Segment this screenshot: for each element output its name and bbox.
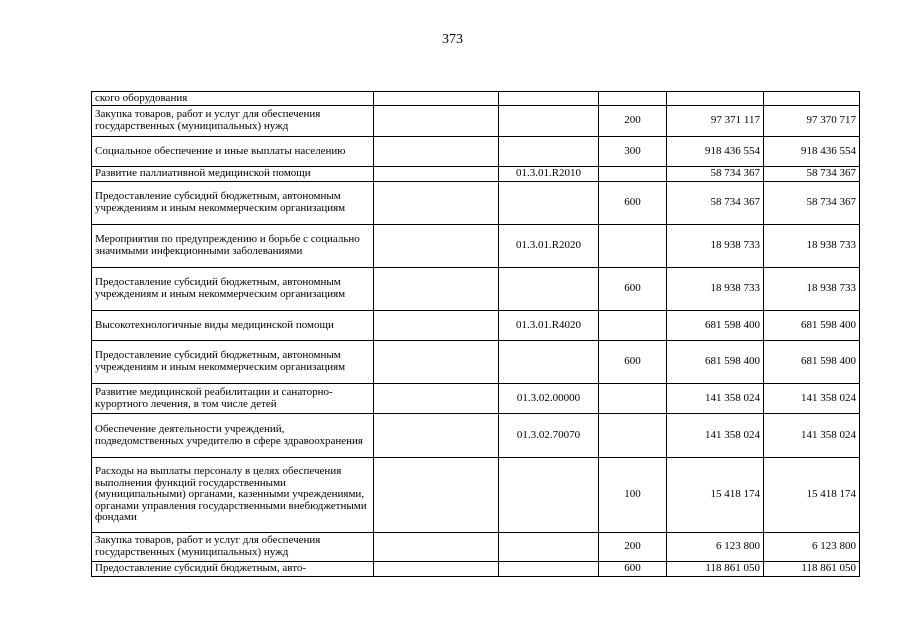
table-row [92, 414, 860, 458]
row-ministry-cell [374, 182, 499, 225]
row-amount-1-cell: 118 861 050 [667, 562, 764, 577]
row-name-cell: Высокотехнологичные виды медицинской помощи [92, 311, 374, 341]
row-name-cell: Предоставление субсидий бюджетным, авто- [92, 562, 374, 577]
table-row [92, 341, 860, 384]
table-row [92, 384, 860, 414]
row-expense-type-cell: 200 [599, 106, 667, 137]
row-amount-1-cell [667, 92, 764, 106]
row-name-cell: Закупка товаров, работ и услуг для обеспечения государственных (муниципальных) нужд [92, 106, 374, 137]
row-amount-1-cell: 141 358 024 [667, 414, 764, 458]
row-target-code-cell [499, 458, 599, 533]
row-amount-1-cell: 681 598 400 [667, 311, 764, 341]
row-amount-1-cell: 18 938 733 [667, 225, 764, 268]
row-expense-type-cell [599, 311, 667, 341]
table-row [92, 311, 860, 341]
row-ministry-cell [374, 311, 499, 341]
row-amount-2-cell: 18 938 733 [764, 225, 860, 268]
row-expense-type-cell [599, 225, 667, 268]
row-ministry-cell [374, 137, 499, 167]
row-ministry-cell [374, 458, 499, 533]
row-name-cell: Предоставление субсидий бюджетным, автономным учреждениям и иным некоммерческим организациям [92, 341, 374, 384]
row-expense-type-cell: 200 [599, 533, 667, 562]
row-name-cell: Закупка товаров, работ и услуг для обеспечения государственных (муниципальных) нужд [92, 533, 374, 562]
row-name-cell: Развитие паллиативной медицинской помощи [92, 167, 374, 182]
row-amount-1-cell: 97 371 117 [667, 106, 764, 137]
row-amount-2-cell: 58 734 367 [764, 167, 860, 182]
row-target-code-cell [499, 137, 599, 167]
table-row [92, 562, 860, 577]
row-ministry-cell [374, 268, 499, 311]
row-ministry-cell [374, 562, 499, 577]
table-row [92, 137, 860, 167]
row-target-code-cell: 01.3.01.R4020 [499, 311, 599, 341]
row-expense-type-cell [599, 167, 667, 182]
table-row [92, 92, 860, 106]
row-target-code-cell: 01.3.02.00000 [499, 384, 599, 414]
row-ministry-cell [374, 341, 499, 384]
row-name-cell: Предоставление субсидий бюджетным, автономным учреждениям и иным некоммерческим организациям [92, 182, 374, 225]
table-row [92, 167, 860, 182]
table-row [92, 268, 860, 311]
budget-table [91, 91, 860, 577]
row-amount-1-cell: 18 938 733 [667, 268, 764, 311]
row-amount-2-cell: 18 938 733 [764, 268, 860, 311]
row-amount-2-cell: 15 418 174 [764, 458, 860, 533]
row-amount-2-cell: 681 598 400 [764, 341, 860, 384]
row-target-code-cell [499, 341, 599, 384]
row-expense-type-cell: 600 [599, 562, 667, 577]
row-target-code-cell [499, 533, 599, 562]
row-target-code-cell: 01.3.01.R2020 [499, 225, 599, 268]
row-expense-type-cell [599, 414, 667, 458]
row-name-cell: Расходы на выплаты персоналу в целях обеспечения выполнения функций государственными (муниципальными) органами, казенными учреждениями, органами управления государственными внебюджетными фондами [92, 458, 374, 533]
row-amount-2-cell: 918 436 554 [764, 137, 860, 167]
row-amount-2-cell: 97 370 717 [764, 106, 860, 137]
table-row [92, 182, 860, 225]
table-row [92, 533, 860, 562]
row-ministry-cell [374, 414, 499, 458]
row-amount-1-cell: 141 358 024 [667, 384, 764, 414]
row-target-code-cell [499, 182, 599, 225]
row-target-code-cell [499, 268, 599, 311]
row-expense-type-cell: 600 [599, 268, 667, 311]
row-target-code-cell [499, 92, 599, 106]
row-amount-1-cell: 15 418 174 [667, 458, 764, 533]
row-amount-2-cell [764, 92, 860, 106]
table-row [92, 225, 860, 268]
row-target-code-cell [499, 106, 599, 137]
row-name-cell: ского оборудования [92, 92, 374, 106]
row-ministry-cell [374, 225, 499, 268]
row-target-code-cell [499, 562, 599, 577]
row-name-cell: Социальное обеспечение и иные выплаты населению [92, 137, 374, 167]
row-amount-1-cell: 918 436 554 [667, 137, 764, 167]
row-target-code-cell: 01.3.01.R2010 [499, 167, 599, 182]
row-amount-2-cell: 58 734 367 [764, 182, 860, 225]
row-amount-1-cell: 58 734 367 [667, 167, 764, 182]
row-ministry-cell [374, 384, 499, 414]
row-expense-type-cell [599, 384, 667, 414]
row-expense-type-cell [599, 92, 667, 106]
table-row [92, 458, 860, 533]
row-amount-2-cell: 118 861 050 [764, 562, 860, 577]
page-number: 373 [442, 32, 463, 47]
row-name-cell: Развитие медицинской реабилитации и санаторно-курортного лечения, в том числе детей [92, 384, 374, 414]
row-ministry-cell [374, 92, 499, 106]
row-name-cell: Предоставление субсидий бюджетным, автономным учреждениям и иным некоммерческим организациям [92, 268, 374, 311]
row-amount-1-cell: 681 598 400 [667, 341, 764, 384]
row-amount-2-cell: 681 598 400 [764, 311, 860, 341]
row-ministry-cell [374, 167, 499, 182]
row-name-cell: Обеспечение деятельности учреждений, подведомственных учредителю в сфере здравоохранения [92, 414, 374, 458]
row-amount-2-cell: 6 123 800 [764, 533, 860, 562]
row-name-cell: Мероприятия по предупреждению и борьбе с социально значимыми инфекционными заболеваниями [92, 225, 374, 268]
row-amount-2-cell: 141 358 024 [764, 414, 860, 458]
row-amount-2-cell: 141 358 024 [764, 384, 860, 414]
row-target-code-cell: 01.3.02.70070 [499, 414, 599, 458]
row-expense-type-cell: 300 [599, 137, 667, 167]
row-ministry-cell [374, 533, 499, 562]
row-expense-type-cell: 600 [599, 182, 667, 225]
row-amount-1-cell: 6 123 800 [667, 533, 764, 562]
row-expense-type-cell: 100 [599, 458, 667, 533]
row-ministry-cell [374, 106, 499, 137]
row-expense-type-cell: 600 [599, 341, 667, 384]
row-amount-1-cell: 58 734 367 [667, 182, 764, 225]
table-row [92, 106, 860, 137]
